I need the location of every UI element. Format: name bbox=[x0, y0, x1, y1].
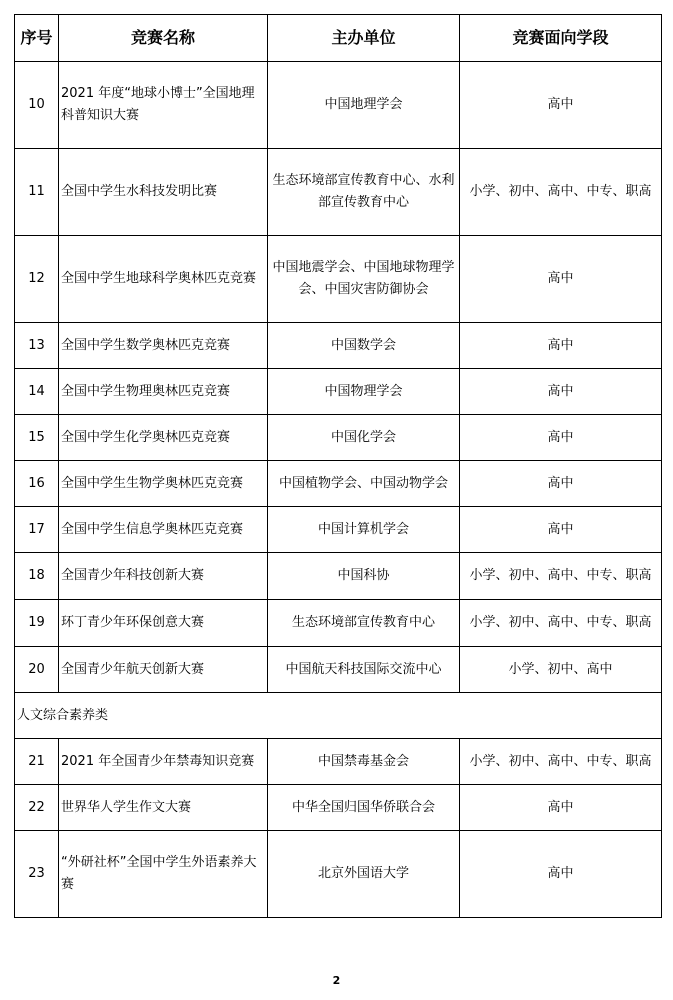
table-row bbox=[15, 323, 662, 369]
competition-name: 全国中学生化学奥林匹克竞赛 bbox=[59, 415, 268, 461]
row-number: 19 bbox=[15, 600, 59, 647]
school-level: 小学、初中、高中、中专、职高 bbox=[460, 739, 662, 785]
competition-table bbox=[14, 14, 662, 918]
school-level: 小学、初中、高中、中专、职高 bbox=[460, 149, 662, 236]
table-row bbox=[15, 507, 662, 553]
table-row bbox=[15, 149, 662, 236]
row-number: 22 bbox=[15, 785, 59, 831]
school-level: 高中 bbox=[460, 323, 662, 369]
competition-name: 世界华人学生作文大赛 bbox=[59, 785, 268, 831]
school-level: 高中 bbox=[460, 62, 662, 149]
row-number: 21 bbox=[15, 739, 59, 785]
school-level: 高中 bbox=[460, 415, 662, 461]
row-number: 18 bbox=[15, 553, 59, 600]
organizer: 中国禁毒基金会 bbox=[268, 739, 460, 785]
competition-name: 环丁青少年环保创意大赛 bbox=[59, 600, 268, 647]
school-level: 高中 bbox=[460, 831, 662, 918]
row-number: 20 bbox=[15, 647, 59, 693]
row-number: 23 bbox=[15, 831, 59, 918]
row-number: 14 bbox=[15, 369, 59, 415]
row-number: 12 bbox=[15, 236, 59, 323]
school-level: 小学、初中、高中 bbox=[460, 647, 662, 693]
organizer: 中国植物学会、中国动物学会 bbox=[268, 461, 460, 507]
page-number: 2 bbox=[332, 974, 341, 987]
row-number: 10 bbox=[15, 62, 59, 149]
table-header-row bbox=[15, 15, 662, 62]
table-row bbox=[15, 369, 662, 415]
school-level: 高中 bbox=[460, 236, 662, 323]
organizer: 北京外国语大学 bbox=[268, 831, 460, 918]
row-number: 15 bbox=[15, 415, 59, 461]
school-level: 高中 bbox=[460, 507, 662, 553]
organizer: 中国地理学会 bbox=[268, 62, 460, 149]
school-level: 高中 bbox=[460, 785, 662, 831]
table-row bbox=[15, 785, 662, 831]
table-row bbox=[15, 831, 662, 918]
section-label: 人文综合素养类 bbox=[15, 693, 662, 739]
competition-name: 全国中学生水科技发明比赛 bbox=[59, 149, 268, 236]
table-row bbox=[15, 600, 662, 647]
table-body bbox=[15, 62, 662, 918]
organizer: 中国物理学会 bbox=[268, 369, 460, 415]
competition-name: 全国中学生物理奥林匹克竞赛 bbox=[59, 369, 268, 415]
table-row bbox=[15, 415, 662, 461]
row-number: 16 bbox=[15, 461, 59, 507]
school-level: 小学、初中、高中、中专、职高 bbox=[460, 600, 662, 647]
school-level: 高中 bbox=[460, 369, 662, 415]
section-row bbox=[15, 693, 662, 739]
table-row bbox=[15, 553, 662, 600]
row-number: 13 bbox=[15, 323, 59, 369]
header-organizer: 主办单位 bbox=[268, 15, 460, 62]
organizer: 中国航天科技国际交流中心 bbox=[268, 647, 460, 693]
competition-name: 2021 年全国青少年禁毒知识竞赛 bbox=[59, 739, 268, 785]
competition-name: 2021 年度“地球小博士”全国地理科普知识大赛 bbox=[59, 62, 268, 149]
table-row bbox=[15, 62, 662, 149]
organizer: 中国科协 bbox=[268, 553, 460, 600]
organizer: 中国数学会 bbox=[268, 323, 460, 369]
competition-name: 全国中学生生物学奥林匹克竞赛 bbox=[59, 461, 268, 507]
organizer: 中华全国归国华侨联合会 bbox=[268, 785, 460, 831]
header-number: 序号 bbox=[15, 15, 59, 62]
table-row bbox=[15, 739, 662, 785]
school-level: 小学、初中、高中、中专、职高 bbox=[460, 553, 662, 600]
organizer: 中国计算机学会 bbox=[268, 507, 460, 553]
school-level: 高中 bbox=[460, 461, 662, 507]
competition-name: 全国青少年航天创新大赛 bbox=[59, 647, 268, 693]
competition-name: 全国中学生地球科学奥林匹克竞赛 bbox=[59, 236, 268, 323]
organizer: 生态环境部宣传教育中心 bbox=[268, 600, 460, 647]
competition-name: 全国青少年科技创新大赛 bbox=[59, 553, 268, 600]
row-number: 11 bbox=[15, 149, 59, 236]
table-row bbox=[15, 461, 662, 507]
table-row bbox=[15, 236, 662, 323]
competition-name: “外研社杯”全国中学生外语素养大赛 bbox=[59, 831, 268, 918]
competition-name: 全国中学生信息学奥林匹克竞赛 bbox=[59, 507, 268, 553]
table-row bbox=[15, 647, 662, 693]
organizer: 中国地震学会、中国地球物理学会、中国灾害防御协会 bbox=[268, 236, 460, 323]
organizer: 中国化学会 bbox=[268, 415, 460, 461]
competition-name: 全国中学生数学奥林匹克竞赛 bbox=[59, 323, 268, 369]
row-number: 17 bbox=[15, 507, 59, 553]
header-competition-name: 竞赛名称 bbox=[59, 15, 268, 62]
header-school-level: 竞赛面向学段 bbox=[460, 15, 662, 62]
organizer: 生态环境部宣传教育中心、水利部宣传教育中心 bbox=[268, 149, 460, 236]
